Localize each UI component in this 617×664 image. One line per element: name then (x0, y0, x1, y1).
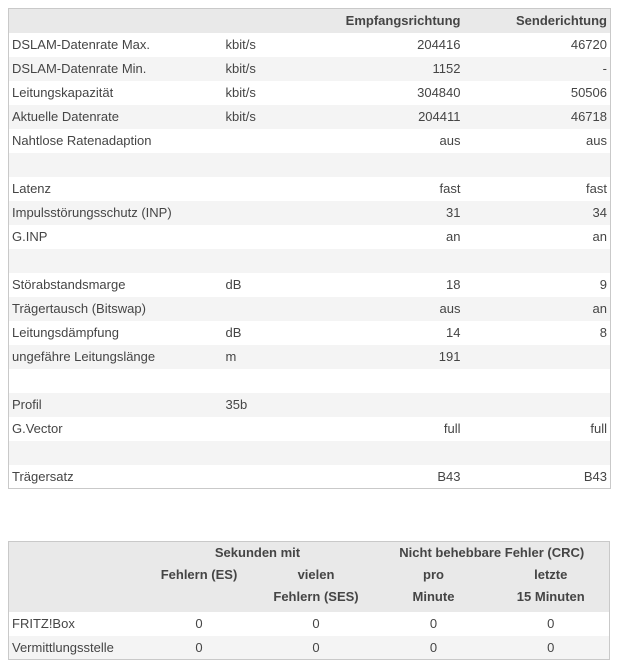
column-header-pro-minute-line1: pro (423, 566, 444, 582)
row-label: Trägersatz (12, 468, 74, 484)
column-header-ses-line2: Fehlern (SES) (273, 588, 359, 604)
row-unit: kbit/s (225, 85, 256, 100)
dsl-info-table (8, 8, 611, 489)
value-pro-minute: 0 (429, 639, 438, 655)
row-unit: dB (225, 277, 242, 292)
row-value-senden: B43 (583, 468, 607, 484)
column-header-letzte-15 (493, 564, 610, 612)
row-label: Leitungsdämpfung (12, 325, 119, 340)
row-label (9, 441, 226, 465)
value-ses: 0 (312, 639, 320, 655)
table-row (9, 393, 611, 417)
table-row (9, 417, 611, 441)
row-unit (226, 129, 306, 153)
row-unit (226, 417, 306, 441)
row-value-empfang (306, 153, 464, 177)
row-unit (226, 153, 306, 177)
table-row (9, 33, 611, 57)
column-header-letzte-15-line1: letzte (534, 566, 568, 582)
row-unit: kbit/s (225, 109, 256, 124)
row-value-empfang: full (443, 421, 461, 436)
row-value-empfang: aus (439, 301, 461, 316)
error-counter-table (8, 541, 610, 660)
value-pro-minute: 0 (429, 616, 438, 631)
table-row (9, 345, 611, 369)
row-value-senden: full (590, 421, 607, 436)
row-label: Nahtlose Ratenadaption (12, 133, 152, 148)
table-row (9, 321, 611, 345)
row-label: FRITZ!Box (12, 616, 75, 631)
table-row-spacer (9, 153, 611, 177)
column-header-es (141, 564, 258, 612)
value-es: 0 (195, 616, 203, 631)
column-header-es-label: Fehlern (ES) (160, 566, 238, 582)
table-row (9, 612, 610, 636)
error-table-subheader-row (9, 564, 610, 612)
dsl-table-header-row (9, 9, 611, 33)
row-value-senden (464, 393, 611, 417)
table-row (9, 177, 611, 201)
row-unit (226, 369, 306, 393)
row-value-senden: 8 (599, 325, 607, 340)
row-value-senden (464, 249, 611, 273)
row-value-empfang: 204411 (418, 109, 461, 124)
value-es: 0 (195, 639, 203, 655)
table-row (9, 81, 611, 105)
table-row (9, 225, 611, 249)
group-header-sekunden-mit: Sekunden mit (214, 545, 301, 561)
row-value-senden: 9 (599, 277, 607, 292)
row-value-senden: - (602, 61, 607, 76)
row-unit: 35b (225, 397, 248, 412)
row-label: Latenz (12, 181, 52, 196)
table-row-spacer (9, 369, 611, 393)
row-label: DSLAM-Datenrate Min. (12, 61, 147, 76)
row-value-empfang (306, 249, 464, 273)
column-header-senderichtung: Senderichtung (515, 13, 607, 29)
row-unit (226, 177, 306, 201)
row-label: Trägertausch (Bitswap) (12, 301, 146, 316)
row-label: G.Vector (12, 421, 63, 436)
row-unit: dB (225, 325, 242, 340)
row-value-senden: an (592, 301, 607, 316)
row-unit (226, 465, 306, 489)
row-unit (226, 249, 306, 273)
row-value-empfang: 304840 (417, 85, 461, 100)
column-header-ses (258, 564, 375, 612)
table-row (9, 129, 611, 153)
row-unit: kbit/s (225, 61, 256, 76)
row-label (9, 153, 226, 177)
value-ses: 0 (312, 616, 320, 631)
row-label: Leitungskapazität (12, 85, 114, 100)
table-row (9, 57, 611, 81)
row-value-senden: 46718 (570, 109, 607, 124)
column-header-pro-minute (375, 564, 493, 612)
row-label: DSLAM-Datenrate Max. (12, 37, 150, 52)
error-table-group-header-row (9, 542, 610, 564)
row-label: G.INP (12, 229, 48, 244)
row-value-empfang: 31 (446, 205, 461, 220)
error-subheader-label-spacer (9, 564, 141, 612)
column-header-letzte-15-line2: 15 Minuten (516, 588, 585, 604)
column-header-pro-minute-line2: Minute (412, 588, 455, 604)
column-header-ses-line1: vielen (297, 566, 335, 582)
row-label: Profil (12, 397, 42, 412)
row-unit (226, 225, 306, 249)
row-value-empfang: 18 (446, 277, 461, 292)
row-unit (226, 297, 306, 321)
row-label (9, 369, 226, 393)
group-header-crc: Nicht behebbare Fehler (CRC) (399, 545, 585, 561)
row-value-empfang: 204416 (417, 37, 461, 52)
table-row (9, 273, 611, 297)
row-value-empfang: fast (439, 181, 461, 196)
row-unit: kbit/s (225, 37, 256, 52)
row-value-senden: 50506 (570, 85, 607, 100)
row-value-senden: an (592, 229, 607, 244)
table-row-spacer (9, 441, 611, 465)
row-unit: m (225, 349, 237, 364)
row-label: Störabstandsmarge (12, 277, 126, 292)
row-value-senden: 46720 (570, 37, 607, 52)
value-letzte-15: 0 (547, 616, 555, 631)
row-value-empfang: 14 (446, 325, 461, 340)
row-label: Vermittlungsstelle (12, 639, 114, 655)
row-value-senden: fast (586, 181, 607, 196)
table-row (9, 201, 611, 225)
table-row-spacer (9, 249, 611, 273)
row-value-empfang (306, 441, 464, 465)
row-value-senden: aus (586, 133, 607, 148)
row-value-empfang: 191 (438, 349, 461, 364)
table-row (9, 297, 611, 321)
value-letzte-15: 0 (547, 639, 555, 655)
row-value-senden (464, 345, 611, 369)
row-value-senden: 34 (592, 205, 607, 220)
row-label: Aktuelle Datenrate (12, 109, 119, 124)
table-row (9, 465, 611, 489)
row-unit (226, 441, 306, 465)
row-value-empfang: aus (439, 133, 461, 148)
row-value-empfang (306, 369, 464, 393)
row-value-empfang (306, 393, 464, 417)
dsl-header-label-spacer (9, 9, 226, 33)
row-label: ungefähre Leitungslänge (12, 349, 156, 364)
row-value-empfang: an (446, 229, 461, 244)
row-value-senden (464, 369, 611, 393)
row-value-empfang: 1152 (432, 61, 461, 76)
row-value-empfang: B43 (437, 468, 461, 484)
table-row (9, 105, 611, 129)
row-unit (226, 201, 306, 225)
dsl-header-unit-spacer (226, 9, 306, 33)
row-value-senden (464, 153, 611, 177)
error-header-label-spacer (9, 542, 141, 564)
row-value-senden (464, 441, 611, 465)
row-label: Impulsstörungsschutz (INP) (12, 205, 172, 220)
table-row (9, 636, 610, 660)
row-label (9, 249, 226, 273)
column-header-empfangsrichtung: Empfangsrichtung (345, 13, 461, 29)
